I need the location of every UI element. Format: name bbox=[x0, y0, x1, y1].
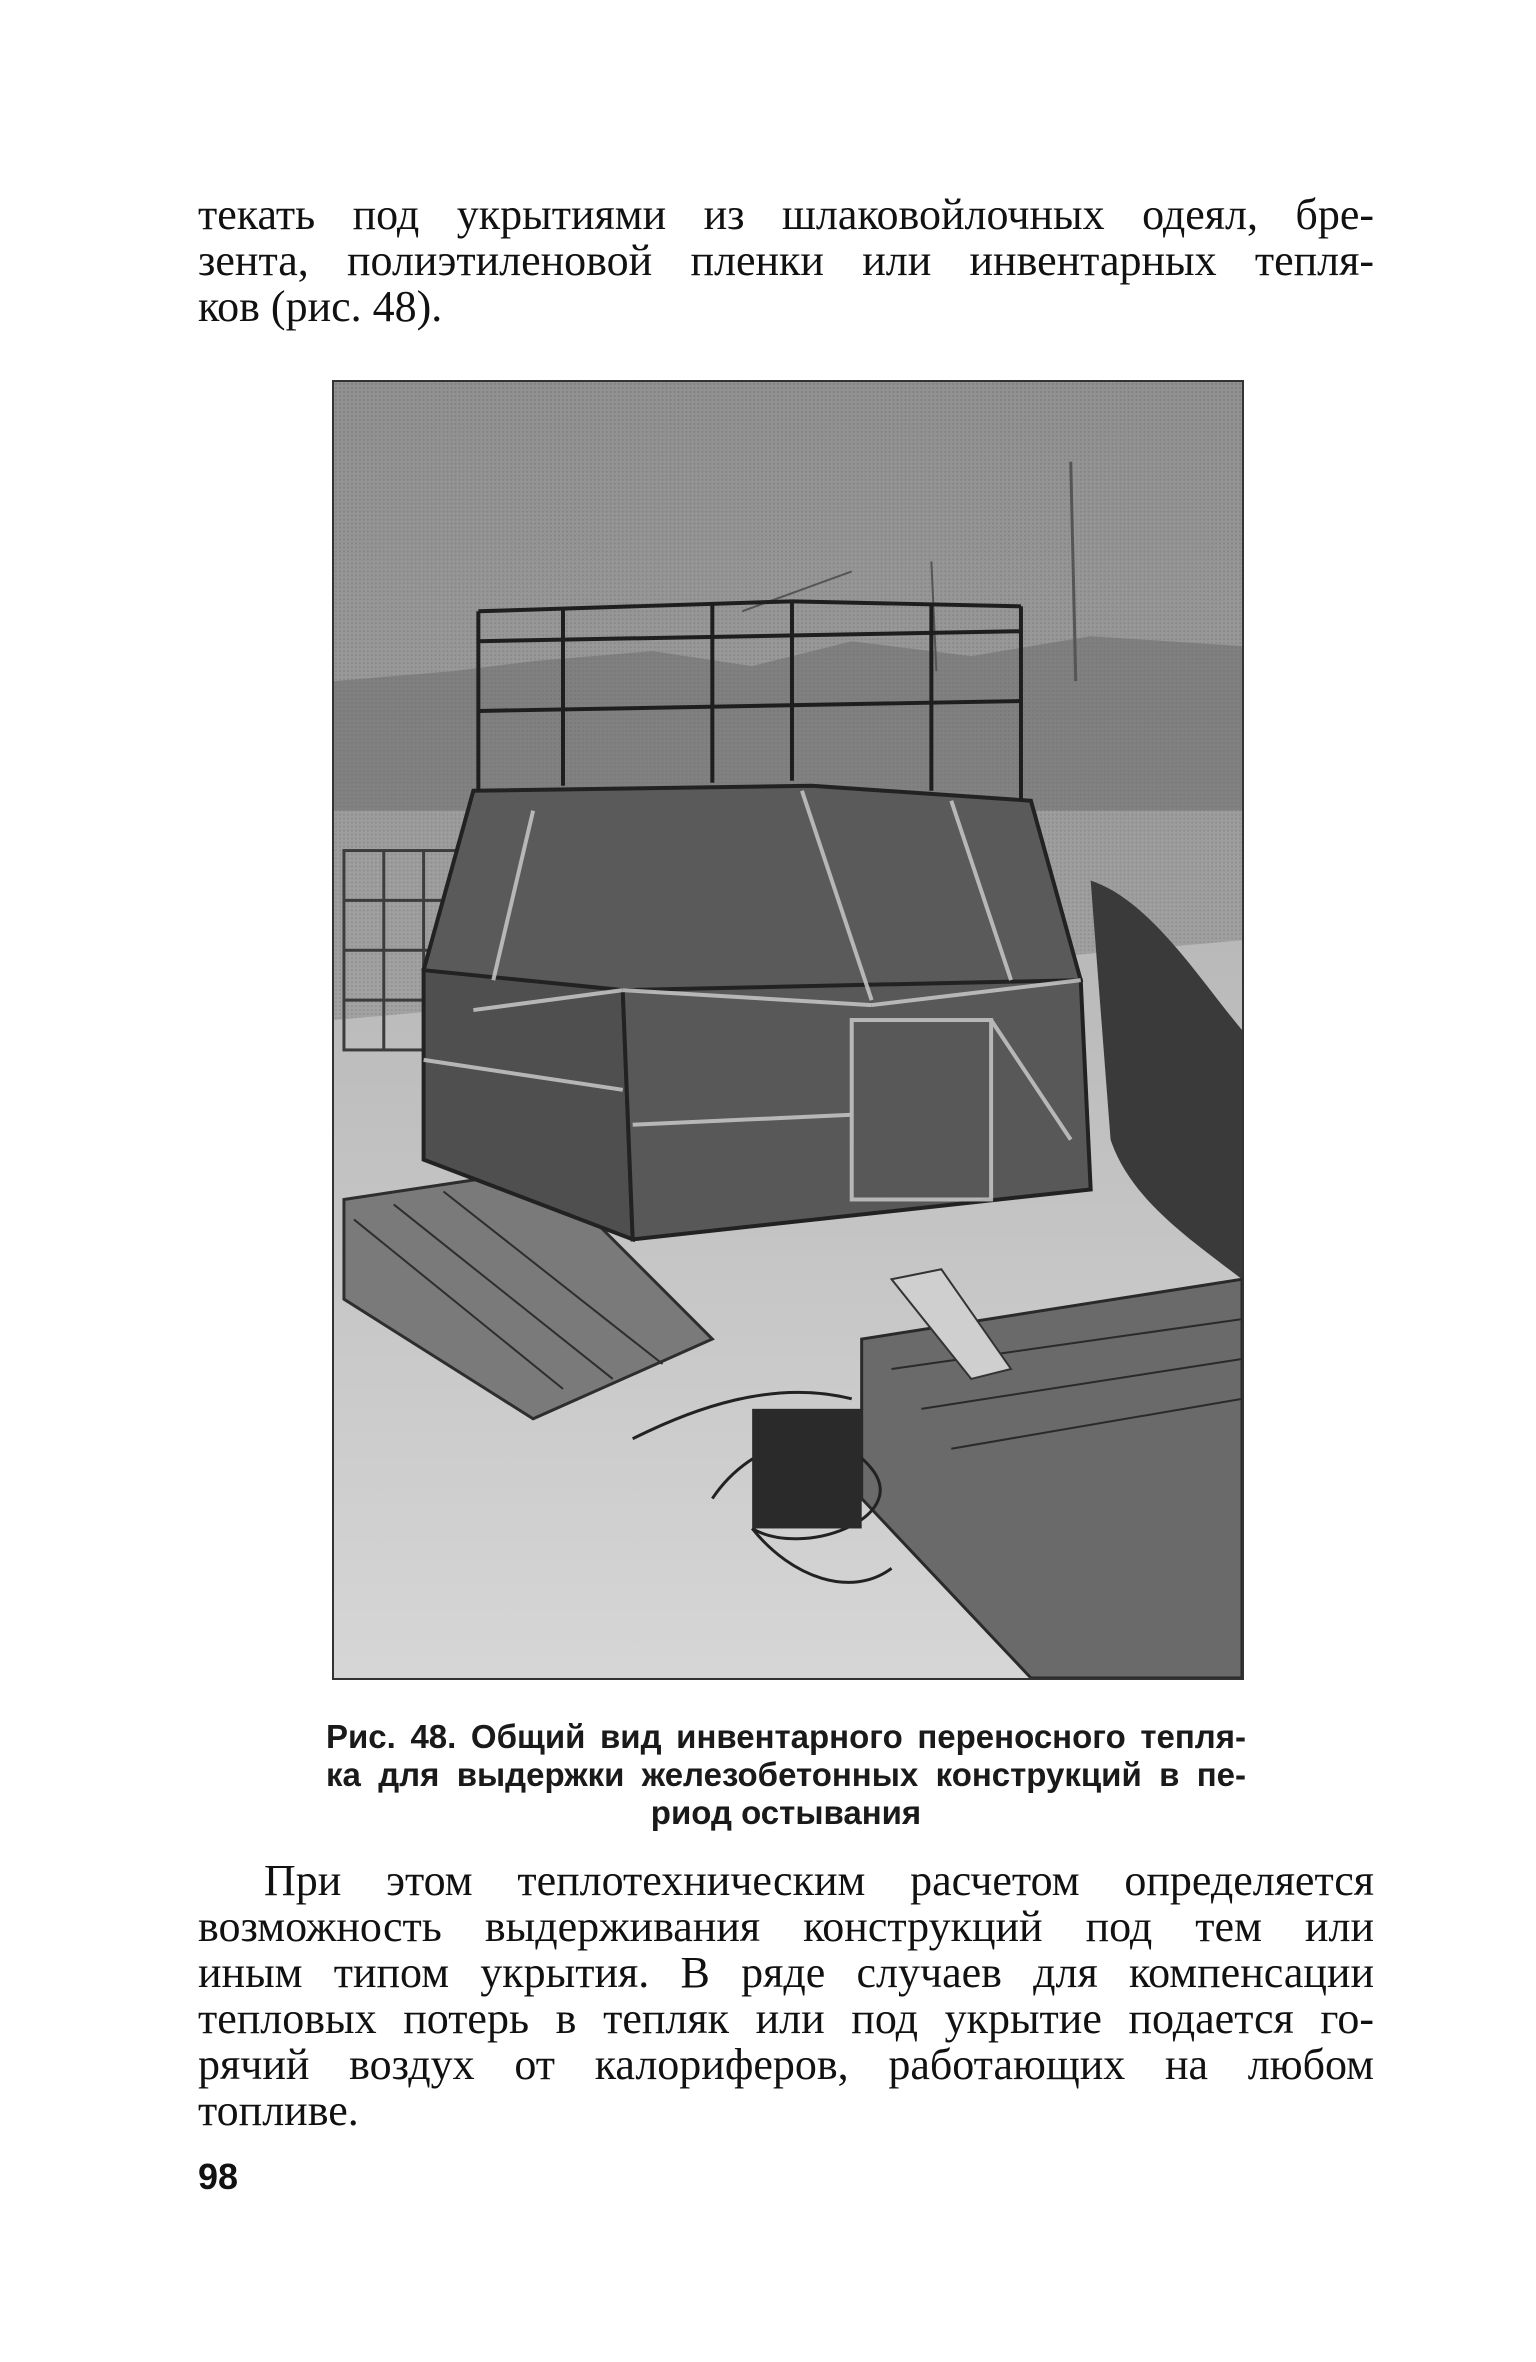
text-line: иным типом укрытия. В ряде случаев для компенсации bbox=[198, 1948, 1374, 1997]
text-line: текать под укрытиями из шлаковойлочных одеял, бре- bbox=[198, 190, 1374, 239]
page-number: 98 bbox=[198, 2156, 239, 2197]
caption-line: ка для выдержки железобетонных конструкций в пе- bbox=[326, 1756, 1246, 1793]
text-line: возможность выдерживания конструкций под тем или bbox=[198, 1902, 1374, 1951]
text-line: ков (рис. 48). bbox=[198, 282, 443, 331]
text-line: При этом теплотехническим расчетом определяется bbox=[264, 1856, 1374, 1905]
figure-photo-heated-enclosure bbox=[332, 380, 1244, 1680]
text-line: рячий воздух от калориферов, работающих на любом bbox=[198, 2040, 1374, 2089]
top-paragraph bbox=[198, 192, 1374, 330]
text-line: зента, полиэтиленовой пленки или инвентарных тепля- bbox=[198, 236, 1374, 285]
text-line: топливе. bbox=[198, 2086, 359, 2135]
caption-line: риод остывания bbox=[650, 1794, 922, 1831]
photo-illustration bbox=[334, 382, 1242, 1678]
bottom-paragraph bbox=[198, 1858, 1374, 2134]
text-line: тепловых потерь в тепляк или под укрытие подается го- bbox=[198, 1994, 1374, 2043]
caption-line: Рис. 48. Общий вид инвентарного переносного тепля- bbox=[326, 1718, 1246, 1755]
figure-caption bbox=[326, 1718, 1246, 1832]
